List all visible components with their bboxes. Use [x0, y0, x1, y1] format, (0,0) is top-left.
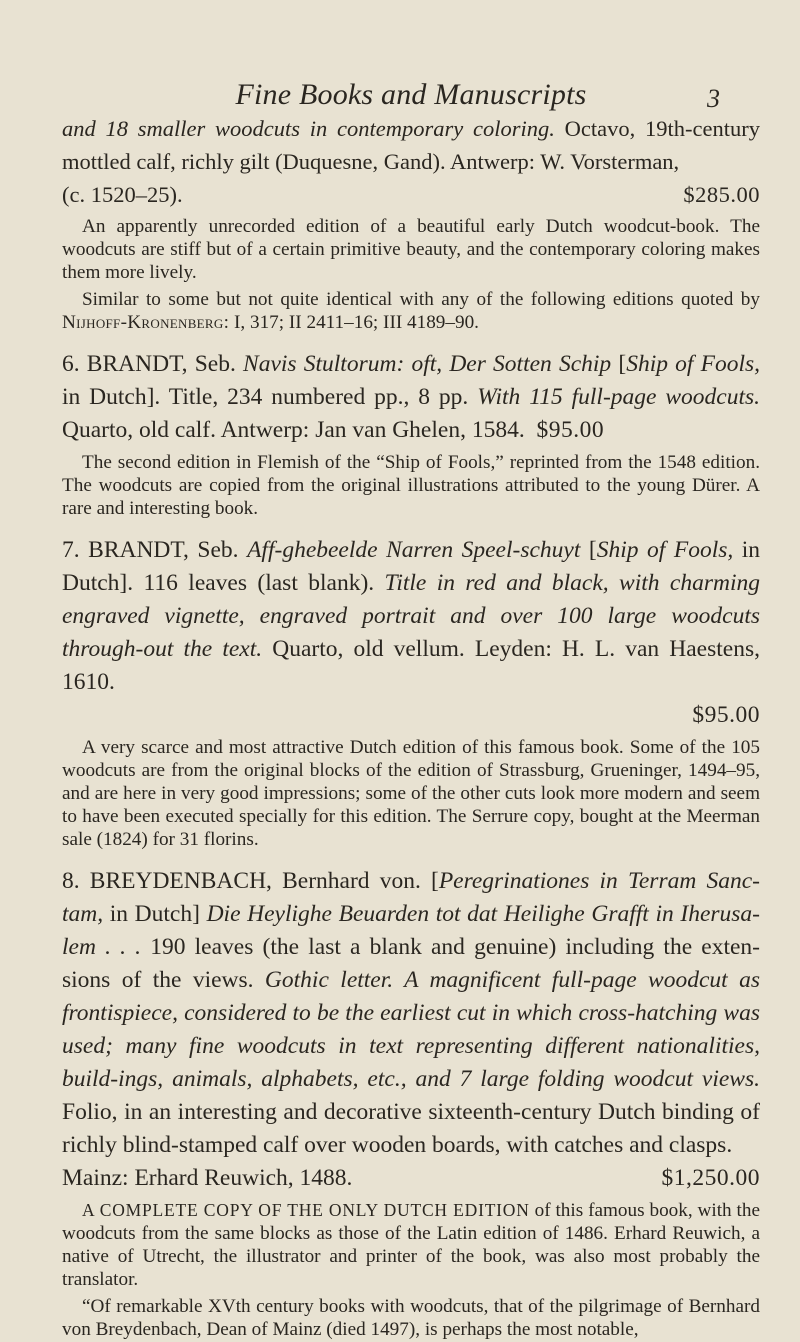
entry-6-bracket-open: [ — [618, 351, 627, 377]
entry-8-imprint-line — [62, 1162, 760, 1195]
entry-8-language: in Dutch] — [109, 901, 200, 927]
entry-6-heading — [62, 348, 760, 447]
entry-8-dutch-title: Die Heylighe Beuarden tot dat Heilighe Grafft in Iherusa-lem . . . — [62, 901, 760, 960]
page-header — [62, 0, 760, 112]
entry-7-description: A very scarce and most attractive Dutch edition of this famous book. Some of the 105 woodcuts are from the original blocks of the edition of Strassburg, Grueninger, 1494–95, and are here in very good impressions; some of the other cuts look more modern and seem to have been executed specially for this edition. The Serrure copy, bought at the Meerman sale (1824) for 31 florins. — [62, 737, 760, 850]
entry-6-illustrations: With 115 full-page woodcuts. — [477, 384, 761, 410]
entry-8-description-rest: of this famous book, with the woodcuts from the same blocks as those of the Latin edition of 1486. Erhard Reuwich, a native of Utrecht, the illustrator and printer of the book, was also most probably the translator. — [62, 1200, 760, 1290]
entry-6-english-title: Ship of Fools, — [626, 351, 761, 377]
entry-7-author: 7. BRANDT, Seb. — [62, 537, 239, 563]
entry-8 — [62, 865, 760, 1341]
intro-citation — [62, 112, 760, 178]
intro-reference-name: Nijhoff-Kronenberg: — [62, 312, 230, 333]
entry-8-heading — [62, 865, 760, 1162]
page-number: 3 — [707, 84, 720, 113]
entry-7 — [62, 534, 760, 851]
entry-7-english-title: Ship of Fools, — [596, 537, 734, 563]
entry-8-latin-title: Peregrinationes in Terram Sanc-tam, — [62, 868, 760, 927]
entry-8-binding: Folio, in an interesting and decorative sixteenth-century Dutch binding of richly blind-stamped calf over wooden boards, with catches and clasps. — [62, 1099, 760, 1158]
intro-reference — [62, 288, 760, 334]
intro-reference-a: Similar to some but not quite identical with any of the following editions quoted by — [82, 289, 760, 310]
entry-8-price: $1,250.00 — [661, 1165, 760, 1191]
entry-7-title: Aff-ghebeelde Narren Speel-schuyt — [247, 537, 581, 563]
intro-date: (c. 1520–25). — [62, 182, 183, 207]
entry-8-collation: 190 leaves (the last a blank and genuine) including the exten-sions of the views. — [62, 934, 760, 993]
entry-6-title: Navis Stultorum: oft, Der Sotten Schip — [243, 351, 612, 377]
entry-7-imprint: Quarto, old vellum. Leyden: H. L. van Haestens, 1610. — [62, 636, 760, 695]
intro-price: $285.00 — [683, 182, 760, 207]
entry-7-heading — [62, 534, 760, 699]
entry-6-author: 6. BRANDT, Seb. — [62, 351, 236, 377]
entry-6-price: $95.00 — [536, 417, 605, 443]
intro-reference-b: I, 317; II 2411–16; III 4189–90. — [234, 312, 479, 333]
entry-7-details: Title in red and black, with charming engraved vignette, engraved portrait and over 100 large woodcuts through-out the text. — [62, 570, 760, 662]
entry-8-author: 8. BREYDENBACH, Bernhard von. [ — [62, 868, 439, 894]
entry-8-details: Gothic letter. A magnificent full-page woodcut as frontispiece, considered to be the earliest cut in which cross-hatching was used; many fine woodcuts in text representing different nationalities, build-ings, animals, alphabets, etc., and 7 large folding woodcut views. — [62, 967, 760, 1092]
intro-citation-italic: and 18 smaller woodcuts in contemporary coloring. — [62, 116, 555, 141]
entry-7-price: $95.00 — [692, 702, 760, 728]
entry-7-bracket-open: [ — [588, 537, 597, 563]
entry-6-description: The second edition in Flemish of the “Ship of Fools,” reprinted from the 1548 edition. The woodcuts are copied from the original illustrations attributed to the young Dürer. A rare and interesting book. — [62, 452, 760, 519]
running-head: Fine Books and Manuscripts — [235, 78, 587, 111]
entry-8-quotation: “Of remarkable XVth century books with woodcuts, that of the pilgrimage of Bernhard von Breydenbach, Dean of Mainz (died 1497), is perhaps the most notable, — [62, 1296, 760, 1340]
entry-6 — [62, 348, 760, 520]
entry-6-collation: in Dutch]. Title, 234 numbered pp., 8 pp. — [62, 384, 469, 410]
entry-7-price-line — [62, 699, 760, 732]
entry-8-imprint: Mainz: Erhard Reuwich, 1488. — [62, 1165, 353, 1191]
entry-8-description — [62, 1199, 760, 1291]
intro-price-line — [62, 178, 760, 211]
intro-description: An apparently unrecorded edition of a beautiful early Dutch woodcut-book. The woodcuts are stiff but of a certain primitive beauty, and the contemporary coloring makes them more lively. — [62, 216, 760, 283]
entry-8-description-caps: A COMPLETE COPY OF THE ONLY DUTCH EDITION — [82, 1200, 530, 1220]
entry-6-imprint: Quarto, old calf. Antwerp: Jan van Ghelen, 1584. — [62, 417, 525, 443]
entry-7-collation: in Dutch]. 116 leaves (last blank). — [62, 537, 761, 596]
entry-continuation — [62, 112, 760, 334]
intro-citation-rest: Octavo, 19th-century mottled calf, richly gilt (Duquesne, Gand). Antwerp: W. Vorsterman, — [62, 116, 760, 174]
